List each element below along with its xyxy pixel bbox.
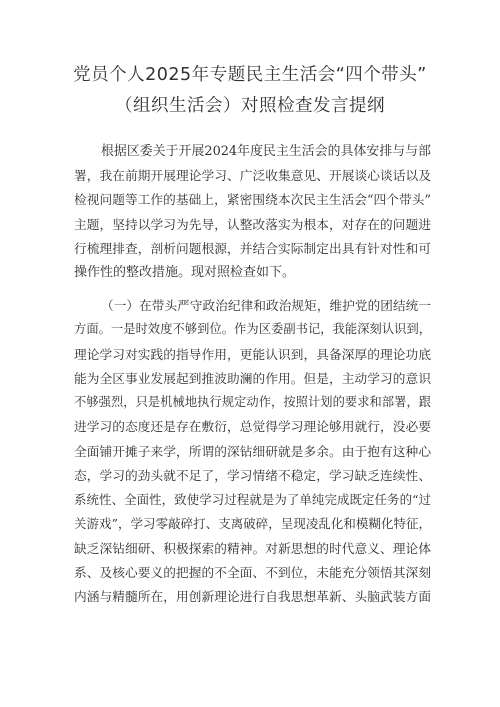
document-title-line-2: （组织生活会）对照检查发言提纲 bbox=[115, 96, 385, 116]
paragraph-1-line-3: 检视问题等工作的基础上，紧密围绕本次民主生活会“四个带头” bbox=[74, 192, 431, 207]
paragraph-1-line-5: 行梳理排查，剖析问题根源，并结合实际制定出具有针对性和可 bbox=[74, 241, 431, 256]
paragraph-2-line-4: 能为全区事业发展起到推波助澜的作用。但是，主动学习的意识 bbox=[74, 371, 431, 386]
paragraph-1-line-6: 操作性的整改措施。现对照检查如下。 bbox=[74, 265, 296, 280]
paragraph-1-line-1: 根据区委关于开展2024年度民主生活会的具体安排与与部 bbox=[101, 144, 431, 159]
paragraph-2-line-10: 关游戏”，学习零敲碎打、支离破碎，呈现凌乱化和模糊化特征， bbox=[74, 516, 431, 531]
paragraph-1-line-4: 主题，坚持以学习为先导，认整改落实为根本，对存在的问题进 bbox=[74, 217, 431, 232]
paragraph-2-line-9: 系统性、全面性，致使学习过程就是为了单纯完成既定任务的“过 bbox=[74, 492, 431, 507]
paragraph-1-line-2: 署，我在前期开展理论学习、广泛收集意见、开展谈心谈话以及 bbox=[74, 168, 431, 183]
paragraph-2-line-2: 方面。一是时效度不够到位。作为区委副书记，我能深刻认识到， bbox=[74, 322, 431, 336]
paragraph-2-line-7: 全面铺开摊子来学，所谓的深钻细研就是多余。由于抱有这种心 bbox=[74, 444, 431, 459]
paragraph-2-line-6: 进学习的态度还是存在敷衍，总觉得学习理论够用就行，没必要 bbox=[74, 419, 431, 434]
paragraph-2-line-1: （一）在带头严守政治纪律和政治规矩，维护党的团结统一 bbox=[101, 298, 431, 313]
paragraph-2-line-13: 内涵与精髓所在，用创新理论进行自我思想革新、头脑武装方面 bbox=[74, 589, 431, 604]
paragraph-2-line-5: 不够强烈，只是机械地执行规定动作，按照计划的要求和部署，跟 bbox=[74, 395, 431, 409]
paragraph-2-line-3: 理论学习对实践的指导作用，更能认识到，具备深厚的理论功底 bbox=[74, 347, 431, 362]
document-title-line-1: 党员个人2025年专题民主生活会“四个带头” bbox=[73, 65, 427, 85]
paragraph-2-line-8: 态，学习的劲头就不足了，学习情绪不稳定，学习缺乏连续性、 bbox=[74, 468, 431, 483]
paragraph-2-line-11: 缺乏深钻细研、积极探索的精神。对新思想的时代意义、理论体 bbox=[74, 541, 431, 556]
paragraph-2-line-12: 系、及核心要义的把握的不全面、不到位，未能充分领悟其深刻 bbox=[74, 565, 431, 580]
